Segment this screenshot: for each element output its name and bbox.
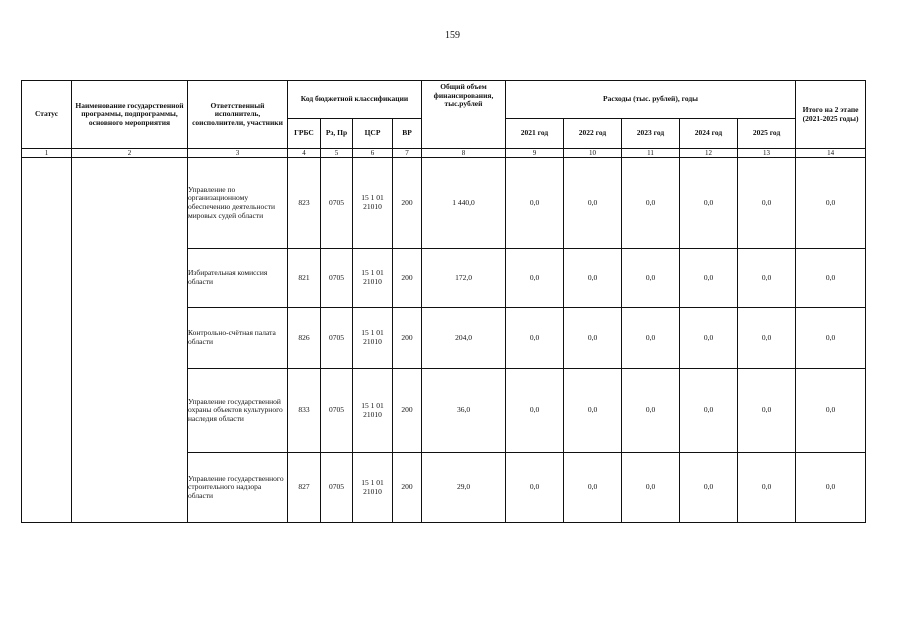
header-name: Наименование государственной программы, подпрограммы, основного мероприятия: [72, 81, 188, 149]
total-cell: 36,0: [422, 369, 506, 453]
vr-cell: 200: [393, 249, 422, 308]
column-number: 1: [22, 149, 72, 158]
header-csr: ЦСР: [353, 119, 393, 149]
year-2025-cell: 0,0: [738, 158, 796, 249]
csr-cell: 15 1 01 21010: [353, 308, 393, 369]
executor-cell: Управление государственного строительного надзора области: [188, 453, 288, 523]
header-grbs: ГРБС: [288, 119, 321, 149]
executor-cell: Управление государственной охраны объектов культурного наследия области: [188, 369, 288, 453]
column-number: 7: [393, 149, 422, 158]
column-number-row: [22, 149, 866, 158]
column-number: 6: [353, 149, 393, 158]
grbs-cell: 833: [288, 369, 321, 453]
header-stage-total: Итого на 2 этапе (2021-2025 годы): [796, 81, 866, 149]
grbs-cell: 826: [288, 308, 321, 369]
column-number: 9: [506, 149, 564, 158]
stage-total-cell: 0,0: [796, 249, 866, 308]
year-2022-cell: 0,0: [564, 453, 622, 523]
column-number: 2: [72, 149, 188, 158]
rz-pr-cell: 0705: [321, 369, 353, 453]
rz-pr-cell: 0705: [321, 453, 353, 523]
year-2023-cell: 0,0: [622, 249, 680, 308]
column-number: 13: [738, 149, 796, 158]
header-year-2025: 2025 год: [738, 119, 796, 149]
total-cell: 204,0: [422, 308, 506, 369]
vr-cell: 200: [393, 453, 422, 523]
vr-cell: 200: [393, 158, 422, 249]
column-number: 14: [796, 149, 866, 158]
year-2024-cell: 0,0: [680, 308, 738, 369]
year-2021-cell: 0,0: [506, 158, 564, 249]
header-executor: Ответственный исполнитель, соисполнители, участники: [188, 81, 288, 149]
year-2024-cell: 0,0: [680, 453, 738, 523]
header-expenses: Расходы (тыс. рублей), годы: [506, 81, 796, 119]
year-2025-cell: 0,0: [738, 308, 796, 369]
budget-table: [21, 80, 866, 523]
column-number: 8: [422, 149, 506, 158]
stage-total-cell: 0,0: [796, 158, 866, 249]
program-name-cell: [72, 158, 188, 523]
total-cell: 1 440,0: [422, 158, 506, 249]
csr-cell: 15 1 01 21010: [353, 369, 393, 453]
year-2024-cell: 0,0: [680, 369, 738, 453]
year-2022-cell: 0,0: [564, 158, 622, 249]
grbs-cell: 823: [288, 158, 321, 249]
grbs-cell: 821: [288, 249, 321, 308]
year-2025-cell: 0,0: [738, 369, 796, 453]
year-2025-cell: 0,0: [738, 249, 796, 308]
header-year-2024: 2024 год: [680, 119, 738, 149]
year-2021-cell: 0,0: [506, 453, 564, 523]
year-2022-cell: 0,0: [564, 369, 622, 453]
status-cell: [22, 158, 72, 523]
year-2023-cell: 0,0: [622, 308, 680, 369]
year-2023-cell: 0,0: [622, 453, 680, 523]
column-number: 12: [680, 149, 738, 158]
column-number: 3: [188, 149, 288, 158]
stage-total-cell: 0,0: [796, 453, 866, 523]
total-cell: 29,0: [422, 453, 506, 523]
grbs-cell: 827: [288, 453, 321, 523]
column-number: 10: [564, 149, 622, 158]
header-budget-code: Код бюджетной классификации: [288, 81, 422, 119]
year-2025-cell: 0,0: [738, 453, 796, 523]
year-2021-cell: 0,0: [506, 308, 564, 369]
header-vr: ВР: [393, 119, 422, 149]
executor-cell: Избирательная комиссия области: [188, 249, 288, 308]
header-year-2022: 2022 год: [564, 119, 622, 149]
column-number: 4: [288, 149, 321, 158]
column-number: 11: [622, 149, 680, 158]
rz-pr-cell: 0705: [321, 308, 353, 369]
vr-cell: 200: [393, 369, 422, 453]
executor-cell: Управление по организационному обеспечению деятельности мировых судей области: [188, 158, 288, 249]
table-row: [22, 158, 866, 249]
executor-cell: Контрольно-счётная палата области: [188, 308, 288, 369]
csr-cell: 15 1 01 21010: [353, 249, 393, 308]
stage-total-cell: 0,0: [796, 308, 866, 369]
header-year-2021: 2021 год: [506, 119, 564, 149]
year-2021-cell: 0,0: [506, 369, 564, 453]
rz-pr-cell: 0705: [321, 249, 353, 308]
vr-cell: 200: [393, 308, 422, 369]
year-2022-cell: 0,0: [564, 308, 622, 369]
year-2022-cell: 0,0: [564, 249, 622, 308]
year-2024-cell: 0,0: [680, 158, 738, 249]
stage-total-cell: 0,0: [796, 369, 866, 453]
year-2023-cell: 0,0: [622, 158, 680, 249]
csr-cell: 15 1 01 21010: [353, 158, 393, 249]
year-2024-cell: 0,0: [680, 249, 738, 308]
rz-pr-cell: 0705: [321, 158, 353, 249]
csr-cell: 15 1 01 21010: [353, 453, 393, 523]
header-total: Общий объем финансирования, тыс.рублей: [422, 81, 506, 149]
column-number: 5: [321, 149, 353, 158]
total-cell: 172,0: [422, 249, 506, 308]
header-year-2023: 2023 год: [622, 119, 680, 149]
year-2021-cell: 0,0: [506, 249, 564, 308]
year-2023-cell: 0,0: [622, 369, 680, 453]
header-rz-pr: Рз, Пр: [321, 119, 353, 149]
page-number: 159: [445, 30, 460, 41]
header-status: Статус: [22, 81, 72, 149]
